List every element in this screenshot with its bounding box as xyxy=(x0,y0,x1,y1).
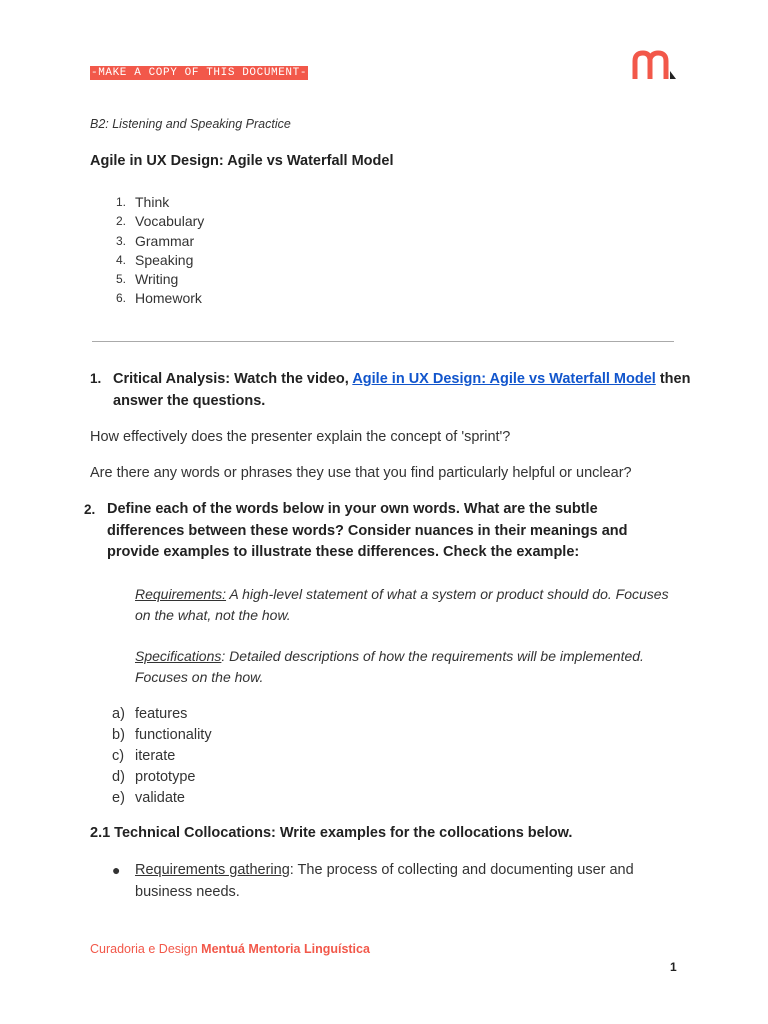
toc-item: 3. Grammar xyxy=(115,232,195,249)
list-item: a) features xyxy=(112,706,188,722)
table-of-contents xyxy=(110,193,204,309)
question-words-phrases: Are there any words or phrases they use that you find particularly helpful or unclear? xyxy=(90,465,632,481)
bullet-icon: ● xyxy=(112,862,121,878)
question-sprint: How effectively does the presenter explain the concept of 'sprint'? xyxy=(90,429,511,445)
toc-item: 5. Writing xyxy=(115,271,179,288)
page-title: Agile in UX Design: Agile vs Waterfall Model xyxy=(90,153,394,169)
toc-item: 4. Speaking xyxy=(115,251,194,268)
mentua-logo-icon xyxy=(632,47,678,83)
toc-item: 2. Vocabulary xyxy=(115,213,205,230)
list-item: d) prototype xyxy=(112,769,196,785)
collocation-item: Requirements gathering: The process of collecting and documenting user and business needs. xyxy=(135,862,634,900)
list-item: e) validate xyxy=(112,790,185,806)
toc-item: 6. Homework xyxy=(115,290,202,307)
question-1-number: 1. xyxy=(90,371,102,386)
video-link[interactable]: Agile in UX Design: Agile vs Waterfall Model xyxy=(352,371,656,387)
make-copy-banner: -MAKE A COPY OF THIS DOCUMENT- xyxy=(91,67,308,79)
question-1-heading: Critical Analysis: Watch the video, Agile in UX Design: Agile vs Waterfall Model then answer the questions. xyxy=(113,371,691,409)
question-2-heading: Define each of the words below in your own words. What are the subtle differences between these words? Consider nuances in their meanings and provide examples to illustrate these differences. Check the example: xyxy=(107,501,628,560)
list-item: b) functionality xyxy=(112,727,212,743)
vocabulary-word-list xyxy=(112,704,212,809)
footer-credit: Curadoria e Design Mentuá Mentoria Linguística xyxy=(90,942,370,956)
page-number: 1 xyxy=(670,960,677,974)
section-2-1-heading: 2.1 Technical Collocations: Write examples for the collocations below. xyxy=(90,825,573,841)
definition-requirements: Requirements: A high-level statement of what a system or product should do. Focuses on the what, not the how. xyxy=(135,586,669,623)
toc-item: 1. Think xyxy=(115,194,170,210)
definition-specifications: Specifications: Detailed descriptions of how the requirements will be implemented. Focuses on the how. xyxy=(135,648,644,685)
course-subtitle: B2: Listening and Speaking Practice xyxy=(90,117,291,131)
list-item: c) iterate xyxy=(112,748,176,764)
question-2-number: 2. xyxy=(84,502,96,517)
horizontal-divider xyxy=(92,341,674,342)
